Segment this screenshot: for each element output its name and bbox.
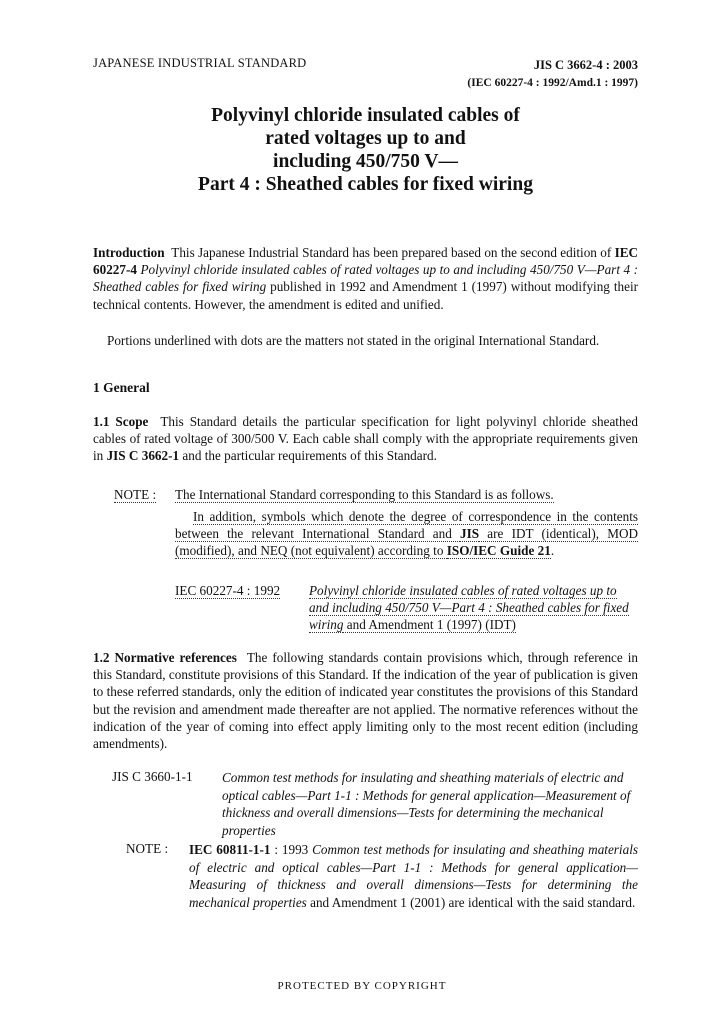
scope-paragraph — [93, 413, 638, 465]
header-standard-number — [467, 56, 638, 92]
title-line-4: Part 4 : Sheathed cables for fixed wiring — [198, 174, 533, 195]
introduction-paragraph — [93, 244, 638, 313]
intro-text-a: This Japanese Industrial Standard has been prepared based on the second edition of — [171, 245, 615, 260]
intro-iec-title: Polyvinyl chloride insulated cables of rated voltages up to and including 450/750 V—Part 4 : Sheathed cables for fixed wiring — [93, 262, 638, 295]
intro-iec-ref: IEC 60227-4 — [93, 245, 639, 278]
note-2-iec-ref: IEC 60811-1-1 — [189, 842, 271, 857]
copyright-footer: PROTECTED BY COPYRIGHT — [277, 980, 447, 992]
jis-number: JIS C 3662-4 : 2003 — [533, 58, 638, 72]
section-1-heading: 1 General — [93, 380, 150, 395]
introduction-heading: Introduction — [93, 245, 165, 260]
note-1-line-1: The International Standard corresponding to this Standard is as follows. — [175, 487, 554, 502]
scope-text-a: This Standard details the particular specification for light polyvinyl chloride sheathed cables of rated voltage of 300/500 V. Each cable shall comply with the appropriate requirements given in — [93, 414, 639, 464]
title-line-3: including 450/750 V— — [273, 151, 458, 172]
scope-heading: 1.1 Scope — [93, 414, 149, 429]
normative-references-paragraph — [93, 649, 638, 752]
reference-1-title: Common test methods for insulating and sheathing materials of electric and optical cables—Part 1-1 : Methods for general application—Measurement of thickness and overall dimensions—Tests for determining the mechanical properties — [222, 770, 631, 838]
note-1-ref-title: Polyvinyl chloride insulated cables of rated voltages up to and including 450/750 V—Part 4 : Sheathed cables for fixed wiring and Amendment 1 (1997) (IDT) — [309, 583, 629, 633]
note-1-paragraph-2: In addition, symbols which denote the degree of correspondence in the contents between the relevant International Standard and JIS are IDT (identical), MOD (modified), and NEQ (not equivalent) according to ISO/IEC Guide 21. — [175, 509, 638, 559]
note-1-ref-key: IEC 60227-4 : 1992 — [175, 583, 281, 598]
title-line-2: rated voltages up to and — [265, 128, 466, 149]
normative-references-heading: 1.2 Normative references — [93, 650, 237, 665]
title-line-1: Polyvinyl chloride insulated cables of — [211, 105, 520, 126]
iec-reference: (IEC 60227-4 : 1992/Amd.1 : 1997) — [467, 77, 638, 89]
header-standard-type: JAPANESE INDUSTRIAL STANDARD — [93, 56, 307, 70]
note-2-text: IEC 60811-1-1 : 1993 Common test methods for insulating and sheathing materials of electric and optical cables—Part 1-1 : Methods for general application—Measuring of thickness and overall dimensions—Tests for determining the mechanical properties and Amendment 1 (2001) are identical with the said standard. — [189, 842, 638, 910]
scope-text-c: and the particular requirements of this Standard. — [179, 448, 437, 464]
note-2-title: Common test methods for insulating and sheathing materials of electric and optical cables—Part 1-1 : Methods for general application—Measuring of thickness and overall dimensions—Tests for determining the mechanical properties — [189, 842, 638, 910]
reference-1-key: JIS C 3660-1-1 — [112, 769, 193, 784]
normative-references-body: The following standards contain provisions which, through reference in this Standard, constitute provisions of this Standard. If the indication of the year of publication is given to these referred standards, only the edition of indicated year constitutes the provisions of this Standard but the revision and amendment made thereafter are not applied. The normative references without the indication of the year of coming into effect apply limiting only to the most recent edition (including amendments). — [93, 650, 638, 752]
document-title — [93, 104, 638, 196]
scope-jis-ref: JIS C 3662-1 — [106, 448, 180, 464]
intro-text-d: published in 1992 and Amendment 1 (1997) without modifying their technical contents. However, the amendment is edited and unified. — [93, 279, 638, 312]
note-2-label: NOTE : — [126, 841, 169, 856]
introduction-paragraph-2: Portions underlined with dots are the matters not stated in the original International Standard. — [107, 333, 600, 348]
note-1-label: NOTE : — [114, 487, 157, 502]
